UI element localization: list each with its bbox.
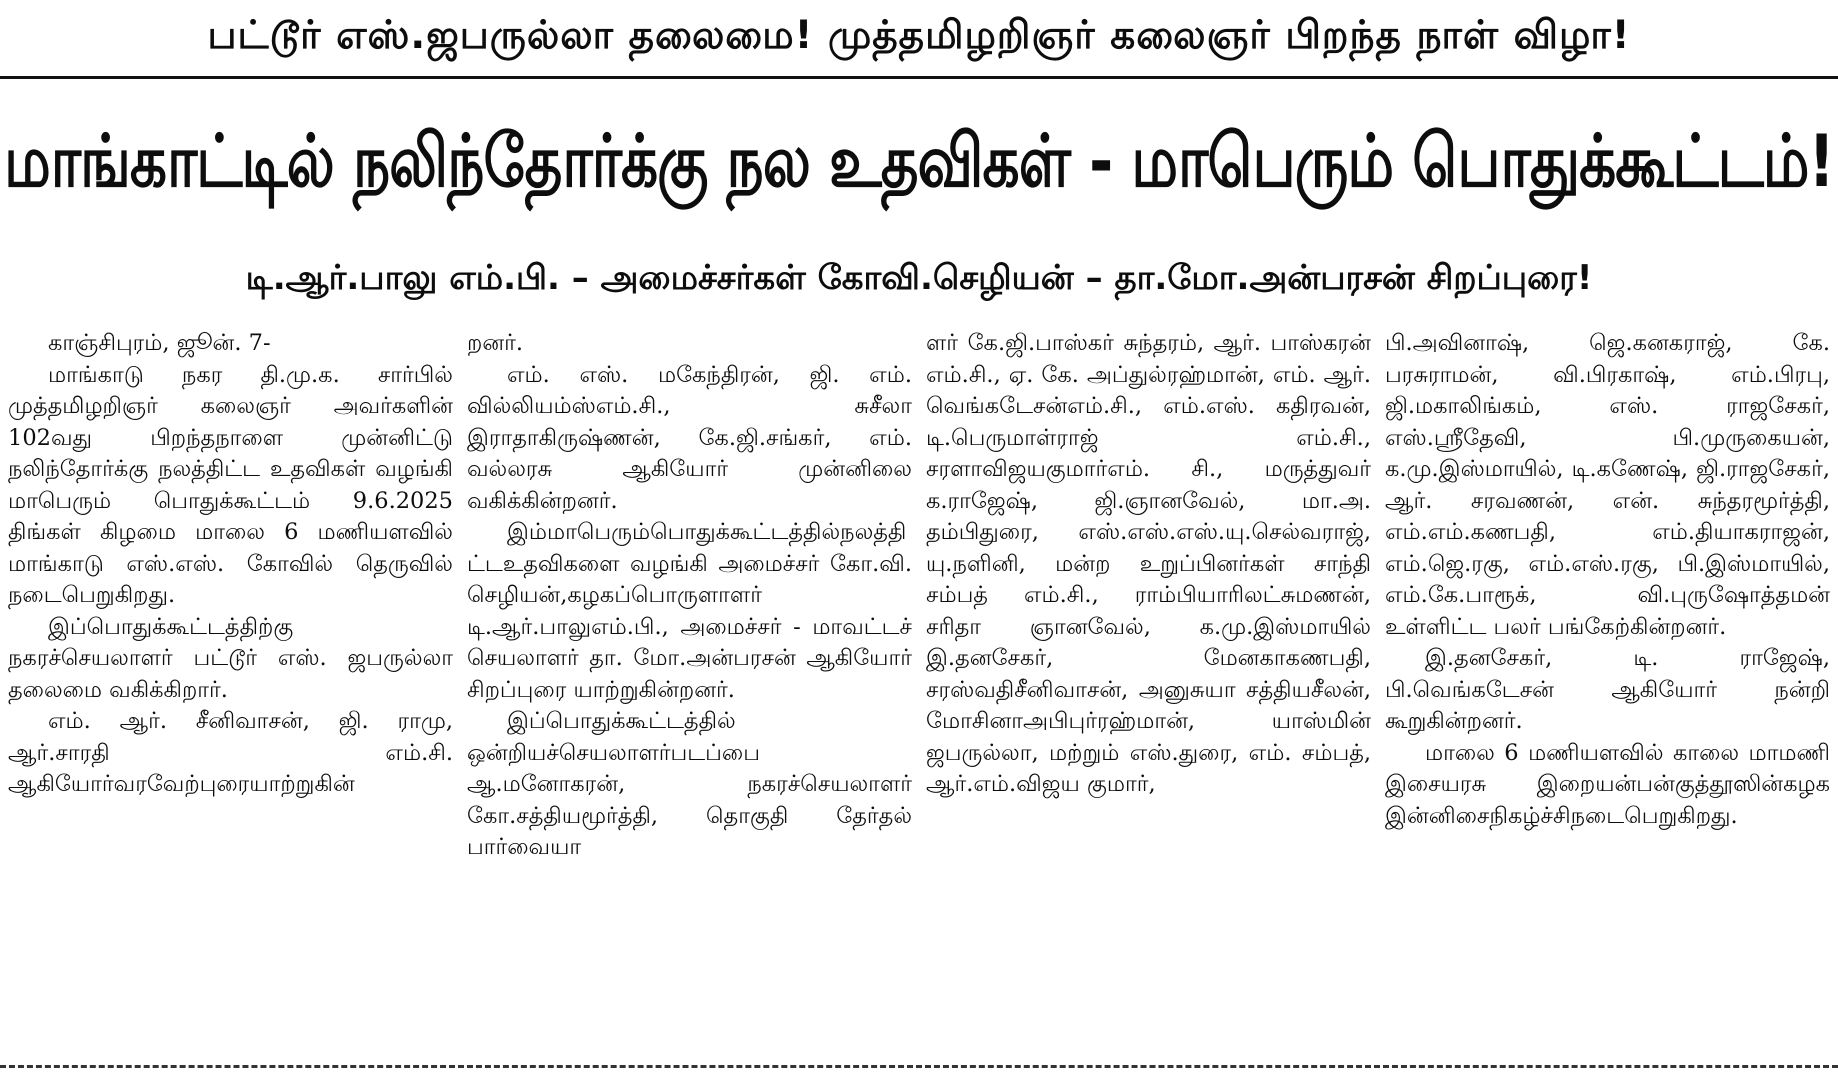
bottom-cut-rule bbox=[0, 1065, 1838, 1068]
paragraph: இ.தனசேகர், டி. ராஜேஷ், பி.வெங்கடேசன் ஆகியோர் நன்றி கூறுகின்றனர். bbox=[1385, 645, 1830, 734]
kicker-headline: பட்டூர் எஸ்.ஜபருல்லா தலைமை! முத்தமிழறிஞர் கலைஞர் பிறந்த நாள் விழா! bbox=[207, 13, 1631, 58]
article-column-1 bbox=[8, 328, 453, 1048]
main-headline: மாங்காட்டில் நலிந்தோர்க்கு நல உதவிகள் - மாபெரும் பொதுக்கூட்டம்! bbox=[4, 118, 1834, 204]
paragraph: எம். ஆர். சீனிவாசன், ஜி. ராமு, ஆர்.சாரதி எம்.சி. ஆகியோர்வரவேற்புரையாற்றுகின் bbox=[8, 708, 453, 797]
subheadline: டி.ஆர்.பாலு எம்.பி. – அமைச்சர்கள் கோவி.செழியன் – தா.மோ.அன்பரசன் சிறப்புரை! bbox=[245, 258, 1593, 298]
paragraph-continued: ளர் கே.ஜி.பாஸ்கர் சுந்தரம், ஆர். பாஸ்கரன் எம்.சி., ஏ. கே. அப்துல்ரஹ்மான், எம். ஆர். வெங்கடேசன்எம்.சி., எம்.எஸ். கதிரவன், டி.பெருமாள்ராஜ் எம்.சி., சரளாவிஜயகுமார்எம். சி., மருத்துவர் க.ராஜேஷ், ஜி.ஞானவேல், மா.அ. தம்பிதுரை, எஸ்.எஸ்.எஸ்.யு.செல்வராஜ், யு.நளினி, மன்ற உறுப்பினர்கள் சாந்தி சம்பத் எம்.சி., ராம்பியாரிலட்சுமணன், சரிதா ஞானவேல், க.மு.இஸ்மாயில் இ.தனசேகர், மேனகாகணபதி, சரஸ்வதிசீனிவாசன், அனுசுயா சத்தியசீலன், மோசினாஅபிபுர்ரஹ்மான், யாஸ்மின் ஜபருல்லா, மற்றும் எஸ்.துரை, எம். சம்பத், ஆர்.எம்.விஜய குமார், bbox=[926, 330, 1371, 797]
paragraph: இப்பொதுக்கூட்டத்திற்கு நகரச்செயலாளர் பட்டூர் எஸ். ஜபருல்லா தலைமை வகிக்கிறார். bbox=[8, 613, 453, 703]
paragraph: இப்பொதுக்கூட்டத்தில் ஒன்றியச்செயலாளர்படப்பை ஆ.மனோகரன், நகரச்செயலாளர் கோ.சத்தியமூர்த்தி, தொகுதி தேர்தல் பார்வையா bbox=[467, 708, 912, 860]
paragraph: இம்மாபெரும்பொதுக்கூட்டத்தில்நலத்திட்டஉதவிகளை வழங்கி அமைச்சர் கோ.வி. செழியன்,கழகப்பொருளாளர் டி.ஆர்.பாலுஎம்.பி., அமைச்சர் - மாவட்டச் செயலாளர் தா. மோ.அன்பரசன் ஆகியோர் சிறப்புரை யாற்றுகின்றனர். bbox=[467, 519, 912, 703]
article-column-3 bbox=[926, 328, 1371, 1048]
paragraph: மாங்காடு நகர தி.மு.க. சார்பில் முத்தமிழறிஞர் கலைஞர் அவர்களின் 102வது பிறந்தநாளை முன்னிட்டு நலிந்தோர்க்கு நலத்திட்ட உதவிகள் வழங்கி மாபெரும் பொதுக்கூட்டம் 9.6.2025 திங்கள் கிழமை மாலை 6 மணியளவில் மாங்காடு எஸ்.எஸ். கோவில் தெருவில் நடைபெறுகிறது. bbox=[8, 361, 453, 608]
paragraph: மாலை 6 மணியளவில் காலை மாமணி இசையரசு இறையன்பன்குத்தூஸின்கழக இன்னிசைநிகழ்ச்சிநடைபெறுகிறது. bbox=[1385, 739, 1830, 829]
paragraph-continued: பி.அவினாஷ், ஜெ.கனகராஜ், கே. பரசுராமன், வி.பிரகாஷ், எம்.பிரபு, ஜி.மகாலிங்கம், எஸ். ராஜசேகர், எஸ்.ஸ்ரீதேவி, பி.முருகையன், க.மு.இஸ்மாயில், டி.கணேஷ், ஜி.ராஜசேகர், ஆர். சரவணன், என். சுந்தரமூர்த்தி, எம்.எம்.கணபதி, எம்.தியாகராஜன், எம்.ஜெ.ரகு, எம்.எஸ்.ரகு, பி.இஸ்மாயில், எம்.கே.பாரூக், வி.புருஷோத்தமன் உள்ளிட்ட பலர் பங்கேற்கின்றனர். bbox=[1385, 330, 1830, 640]
article-column-2 bbox=[467, 328, 912, 1048]
paragraph: எம். எஸ். மகேந்திரன், ஜி. எம். வில்லியம்ஸ்எம்.சி., சுசீலா இராதாகிருஷ்ணன், கே.ஜி.சங்கர், எம். வல்லரசு ஆகியோர் முன்னிலை வகிக்கின்றனர். bbox=[467, 361, 912, 514]
article-body bbox=[8, 328, 1830, 1048]
dateline: காஞ்சிபுரம், ஜூன். 7- bbox=[48, 330, 271, 356]
paragraph-continued: றனர். bbox=[467, 330, 524, 356]
article-column-4 bbox=[1385, 328, 1830, 1048]
